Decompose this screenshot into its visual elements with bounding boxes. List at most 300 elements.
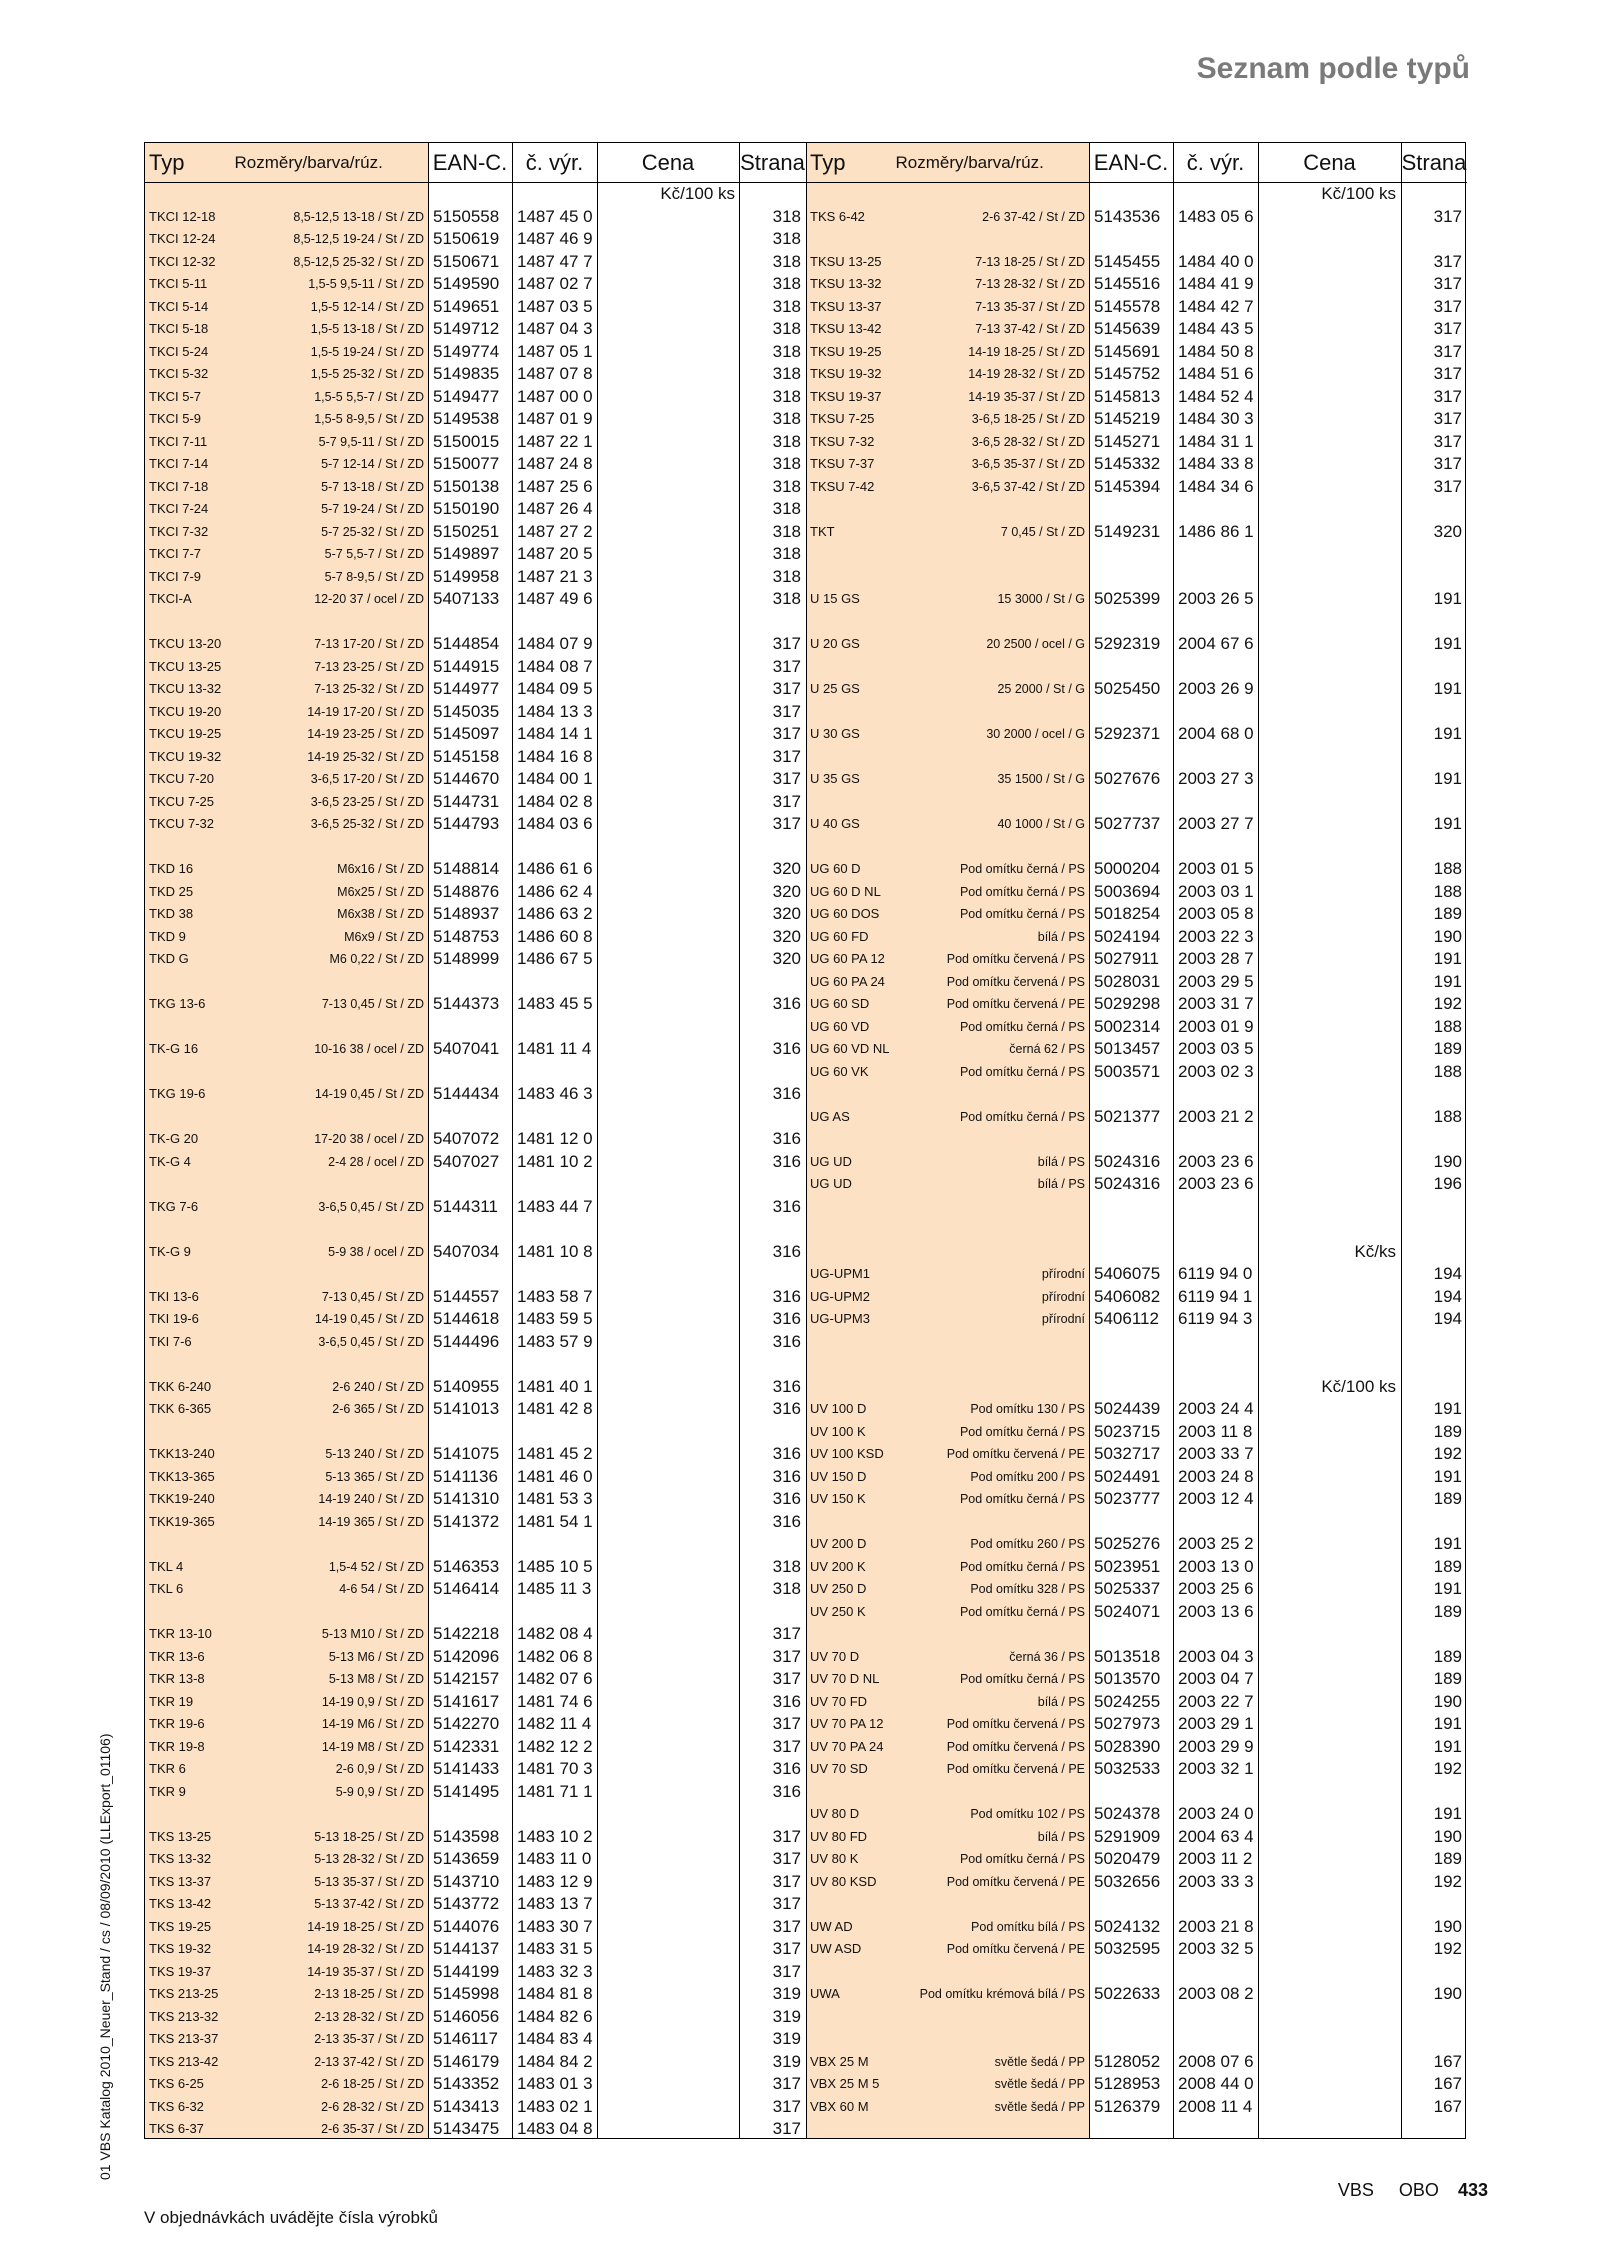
ean-code: 5148814 [433, 859, 500, 878]
ean-code: 5407133 [433, 589, 500, 608]
type-code: TKCU 7-32 [149, 816, 215, 831]
dimensions: Pod omítku červená / PE [946, 1874, 1085, 1889]
type-code: TKCU 7-25 [149, 793, 215, 809]
dimensions: Pod omítku černá / PS [959, 1672, 1085, 1686]
type-code: UV 70 SD [810, 1761, 868, 1776]
page-ref: 188 [1433, 1106, 1462, 1126]
ean-code: 5024316 [1094, 1174, 1161, 1193]
dimensions: Pod omítku černá / PS [959, 884, 1085, 899]
product-number: 2003 29 1 [1178, 1714, 1254, 1733]
table-row [145, 903, 1467, 925]
type-code: TKCU 13-20 [149, 636, 222, 651]
ean-code: 5150619 [433, 229, 500, 248]
page-ref: 189 [1433, 1489, 1462, 1508]
page-ref: 317 [1433, 454, 1462, 473]
product-number: 1484 34 6 [1178, 476, 1254, 496]
dimensions: 2-6 365 / St / ZD [332, 1402, 424, 1416]
type-code: TKK 6-240 [149, 1378, 212, 1394]
ean-code: 5024071 [1094, 1601, 1161, 1621]
product-number: 1487 24 8 [517, 454, 593, 473]
ean-code: 5150138 [433, 476, 500, 496]
product-number: 2003 13 0 [1178, 1556, 1254, 1576]
dimensions: 7-13 28-32 / St / ZD [975, 277, 1085, 291]
ean-code: 5150251 [433, 521, 500, 541]
table-row [145, 948, 1467, 970]
product-number: 2003 28 7 [1178, 949, 1254, 968]
ean-code: 5406075 [1094, 1264, 1161, 1283]
type-code: TKCI-A [149, 591, 192, 606]
product-number: 2003 26 9 [1178, 679, 1254, 698]
dimensions: 5-9 0,9 / St / ZD [335, 1784, 424, 1799]
dimensions: 1,5-4 52 / St / ZD [328, 1559, 424, 1574]
product-number: 1481 10 8 [517, 1241, 593, 1261]
type-code: TKS 13-42 [149, 1896, 212, 1911]
dimensions: 40 1000 / St / G [997, 817, 1085, 831]
table-row [145, 1263, 1467, 1285]
product-number: 6119 94 0 [1178, 1264, 1253, 1283]
dimensions: M6 0,22 / St / ZD [329, 952, 424, 966]
product-number: 1481 12 0 [517, 1129, 593, 1148]
type-code: TKCI 5-9 [149, 411, 202, 426]
ean-code: 5143659 [433, 1849, 500, 1868]
dimensions: 2-6 37-42 / St / ZD [982, 209, 1085, 224]
page-ref: 190 [1433, 926, 1462, 946]
page-ref: 318 [772, 521, 801, 541]
ean-code: 5146414 [433, 1579, 500, 1598]
type-code: TKS 213-32 [149, 2008, 219, 2024]
dimensions: 7-13 23-25 / St / ZD [314, 659, 424, 674]
ean-code: 5145813 [1094, 386, 1161, 406]
product-number: 1484 14 1 [517, 724, 593, 743]
page-ref: 189 [1433, 1646, 1462, 1666]
table-row [145, 1983, 1467, 2005]
page-ref: 191 [1433, 1399, 1462, 1418]
page-ref: 317 [772, 724, 801, 743]
page-ref: 317 [772, 1736, 801, 1756]
page-ref: 316 [772, 1331, 801, 1351]
page-ref: 317 [1433, 409, 1462, 428]
dimensions: Pod omítku černá / PS [959, 907, 1085, 921]
ean-code: 5027676 [1094, 769, 1161, 788]
product-number: 1485 11 3 [517, 1579, 592, 1598]
product-number: 1482 06 8 [517, 1646, 593, 1666]
ean-code: 5149712 [433, 319, 500, 338]
price-unit-row [145, 1376, 1467, 1398]
ean-code: 5150671 [433, 251, 500, 271]
ean-code: 5018254 [1094, 904, 1161, 923]
table-row [145, 543, 1467, 565]
type-code: TK-G 20 [149, 1131, 199, 1146]
page-ref: 167 [1433, 2074, 1462, 2093]
dimensions: 14-19 240 / St / ZD [318, 1492, 424, 1506]
page-ref: 317 [772, 791, 801, 811]
dimensions: bílá / PS [1037, 1177, 1085, 1191]
dimensions: černá 62 / PS [1009, 1042, 1085, 1056]
product-number: 1483 57 9 [517, 1331, 593, 1351]
ean-code: 5003571 [1094, 1061, 1161, 1081]
price-unit-row [145, 1241, 1467, 1263]
product-number: 6119 94 3 [1178, 1309, 1253, 1328]
page-ref: 320 [772, 949, 801, 968]
product-number: 2003 27 3 [1178, 769, 1254, 788]
product-number: 2003 03 1 [1178, 881, 1254, 901]
ean-code: 5142270 [433, 1714, 500, 1733]
page-ref: 318 [772, 206, 801, 226]
dimensions: 14-19 28-32 / St / ZD [968, 367, 1085, 381]
type-code: TKCI 12-32 [149, 253, 216, 269]
type-code: TKD 38 [149, 906, 194, 921]
product-number: 1487 02 7 [517, 274, 593, 293]
page-ref: 190 [1433, 1691, 1462, 1711]
dimensions: 5-7 9,5-11 / St / ZD [318, 434, 424, 449]
dimensions: Pod omítku 200 / PS [970, 1469, 1085, 1484]
type-code: TKCI 5-24 [149, 343, 209, 359]
product-number: 1483 01 3 [517, 2074, 593, 2093]
page-ref: 318 [772, 566, 801, 586]
type-code: TKSU 13-37 [810, 298, 882, 314]
dimensions: 14-19 25-32 / St / ZD [307, 749, 424, 764]
dimensions: 5-9 38 / ocel / ZD [328, 1244, 424, 1259]
ean-code: 5148876 [433, 881, 500, 901]
dimensions: 2-6 18-25 / St / ZD [321, 2077, 424, 2091]
page-ref: 317 [772, 769, 801, 788]
product-number: 1486 60 8 [517, 926, 593, 946]
ean-code: 5148937 [433, 904, 500, 923]
product-number: 1482 11 4 [517, 1714, 592, 1733]
table-row [145, 1151, 1467, 1173]
ean-code: 5406112 [1094, 1309, 1159, 1328]
dimensions: 5-13 M6 / St / ZD [328, 1649, 424, 1664]
dimensions: Pod omítku černá / PS [959, 1064, 1085, 1079]
page-ref: 318 [772, 589, 801, 608]
dimensions: 3-6,5 28-32 / St / ZD [971, 434, 1085, 449]
page-ref: 318 [772, 364, 801, 383]
page-ref: 319 [772, 2006, 801, 2026]
product-number: 1485 10 5 [517, 1556, 593, 1576]
table-row [145, 881, 1467, 903]
dimensions: 14-19 365 / St / ZD [318, 1514, 424, 1529]
header-left-strana: Strana [739, 143, 806, 183]
product-number: 1483 04 8 [517, 2119, 593, 2138]
table-row [145, 2073, 1467, 2095]
dimensions: 5-13 M10 / St / ZD [321, 1627, 424, 1641]
table-row [145, 926, 1467, 948]
product-number: 2004 68 0 [1178, 724, 1254, 743]
page-ref: 318 [772, 1579, 801, 1598]
type-code: UV 80 K [810, 1851, 859, 1866]
page-ref: 318 [772, 1556, 801, 1576]
product-number: 1483 13 7 [517, 1894, 593, 1913]
dimensions: 3-6,5 35-37 / St / ZD [971, 457, 1085, 471]
table-row [145, 521, 1467, 543]
type-code: UG 60 D [810, 861, 861, 876]
type-code: TKCI 5-32 [149, 366, 209, 381]
product-number: 1484 31 1 [1178, 431, 1254, 451]
dimensions: 20 2500 / ocel / G [986, 637, 1085, 651]
page-ref: 317 [1433, 476, 1462, 496]
type-code: UG UD [810, 1176, 852, 1191]
type-code: TKR 13-8 [149, 1671, 205, 1686]
product-number: 1487 00 0 [517, 386, 593, 406]
page-ref: 189 [1433, 1669, 1462, 1688]
table-row [145, 678, 1467, 700]
price-unit-row [145, 183, 1467, 205]
page-ref: 316 [772, 1376, 801, 1396]
product-number: 1486 62 4 [517, 881, 593, 901]
dimensions: Pod omítku černá / PS [959, 1559, 1085, 1574]
dimensions: 7-13 37-42 / St / ZD [975, 322, 1085, 336]
page-ref: 189 [1433, 1421, 1462, 1441]
product-number: 1481 53 3 [517, 1489, 593, 1508]
product-table [144, 142, 1466, 2139]
dimensions: 17-20 38 / ocel / ZD [314, 1132, 424, 1146]
table-row [145, 1196, 1467, 1218]
type-code: TKCI 7-9 [149, 568, 202, 584]
ean-code: 5145097 [433, 724, 500, 743]
ean-code: 5023715 [1094, 1421, 1161, 1441]
dimensions: 7 0,45 / St / ZD [1000, 524, 1085, 539]
product-number: 2003 23 6 [1178, 1174, 1254, 1193]
type-code: TKCI 5-18 [149, 321, 209, 336]
dimensions: 5-7 19-24 / St / ZD [321, 502, 424, 516]
table-row [145, 1961, 1467, 1983]
dimensions: 3-6,5 18-25 / St / ZD [971, 412, 1085, 426]
table-row [145, 633, 1467, 655]
page-ref: 319 [772, 2029, 801, 2048]
type-code: TKR 19-6 [149, 1716, 205, 1731]
page-ref: 316 [772, 1151, 801, 1171]
product-number: 2003 04 3 [1178, 1646, 1254, 1666]
dimensions: Pod omítku červená / PE [946, 1942, 1085, 1956]
type-code: TKCI 7-18 [149, 478, 209, 494]
type-code: UW AD [810, 1918, 853, 1934]
ean-code: 5023951 [1094, 1556, 1161, 1576]
page-ref: 191 [1433, 769, 1462, 788]
product-number: 2008 11 4 [1178, 2096, 1253, 2116]
type-code: UV 70 D [810, 1648, 860, 1664]
page-ref: 317 [1433, 296, 1462, 316]
product-number: 2003 22 7 [1178, 1691, 1254, 1711]
type-code: TKD 16 [149, 861, 194, 876]
ean-code: 5128953 [1094, 2074, 1161, 2093]
ean-code: 5145998 [433, 1984, 500, 2003]
type-code: U 35 GS [810, 771, 860, 786]
page-ref: 190 [1433, 1916, 1462, 1936]
page-ref: 318 [772, 544, 801, 563]
header-right-vyr: č. výr. [1173, 143, 1258, 183]
dimensions: Pod omítku černá / PS [959, 1492, 1085, 1506]
page-ref: 318 [772, 296, 801, 316]
type-code: TKS 6-25 [149, 2076, 204, 2091]
brand-vbs: VBS [1337, 2180, 1374, 2200]
product-number: 2003 25 6 [1178, 1579, 1254, 1598]
ean-code: 5142157 [433, 1669, 500, 1688]
type-code: TKCU 19-20 [149, 703, 222, 719]
page-ref: 191 [1433, 1736, 1462, 1756]
type-code: UG 60 FD [810, 928, 869, 944]
dimensions: Pod omítku černá / PS [959, 862, 1085, 876]
type-code: U 20 GS [810, 636, 860, 651]
dimensions: 7-13 0,45 / St / ZD [321, 1289, 424, 1304]
page-ref: 319 [772, 2051, 801, 2071]
ean-code: 5150015 [433, 431, 500, 451]
type-code: UV 70 FD [810, 1693, 868, 1709]
product-number: 1483 46 3 [517, 1084, 593, 1103]
product-number: 1483 30 7 [517, 1916, 593, 1936]
product-number: 1486 86 1 [1178, 521, 1254, 541]
ean-code: 5024255 [1094, 1691, 1161, 1711]
type-code: UV 200 K [810, 1558, 866, 1574]
table-row [145, 318, 1467, 340]
dimensions: 7-13 25-32 / St / ZD [314, 682, 424, 696]
product-number: 1487 01 9 [517, 409, 593, 428]
page-ref: 318 [772, 229, 801, 248]
dimensions: 5-13 18-25 / St / ZD [314, 1829, 424, 1844]
product-number: 2003 29 5 [1178, 971, 1254, 991]
type-code: TKG 13-6 [149, 996, 206, 1011]
product-number: 2003 01 5 [1178, 859, 1254, 878]
ean-code: 5143710 [433, 1871, 500, 1891]
table-row [145, 476, 1467, 498]
product-number: 1487 49 6 [517, 589, 593, 608]
product-number: 2003 21 8 [1178, 1916, 1254, 1936]
type-code: TKSU 13-25 [810, 253, 882, 269]
dimensions: M6x9 / St / ZD [344, 929, 424, 944]
page-ref: 188 [1433, 881, 1462, 901]
product-number: 1483 10 2 [517, 1826, 593, 1846]
type-code: U 15 GS [810, 591, 860, 606]
page-ref: 316 [772, 1039, 801, 1058]
ean-code: 5141495 [433, 1781, 500, 1801]
table-row [145, 1826, 1467, 1848]
dimensions: 8,5-12,5 13-18 / St / ZD [293, 209, 424, 224]
page-ref: 188 [1433, 1016, 1462, 1036]
dimensions: 15 3000 / St / G [997, 592, 1085, 606]
type-code: TKK13-240 [149, 1446, 215, 1461]
product-number: 1484 09 5 [517, 679, 593, 698]
page-ref: 191 [1433, 814, 1462, 833]
ean-code: 5022633 [1094, 1984, 1161, 2003]
ean-code: 5028390 [1094, 1736, 1161, 1756]
table-row [145, 1331, 1467, 1353]
dimensions: Pod omítku červená / PS [946, 952, 1085, 966]
table-row [145, 2096, 1467, 2118]
type-code: UG 60 DOS [810, 906, 880, 921]
page-ref: 192 [1433, 1871, 1462, 1891]
page-ref: 191 [1433, 1714, 1462, 1733]
dimensions: 14-19 18-25 / St / ZD [307, 1919, 424, 1934]
type-code: UV 80 KSD [810, 1873, 877, 1889]
page-ref: 191 [1433, 949, 1462, 968]
page-ref: 317 [1433, 341, 1462, 361]
product-number: 2003 24 8 [1178, 1466, 1254, 1486]
page-ref: 317 [1433, 319, 1462, 338]
table-row [145, 1781, 1467, 1803]
product-number: 1484 42 7 [1178, 296, 1254, 316]
ean-code: 5145752 [1094, 364, 1161, 383]
ean-code: 5144731 [433, 791, 500, 811]
ean-code: 5407072 [433, 1129, 500, 1148]
ean-code: 5149538 [433, 409, 500, 428]
type-code: TKCU 13-32 [149, 681, 222, 696]
side-catalog-note: 01 VBS Katalog 2010_Neuer_Stand / cs / 08/09/2010 (LLExport_01106) [97, 1733, 113, 2180]
ean-code: 5149477 [433, 386, 500, 406]
table-row [145, 701, 1467, 723]
ean-code: 5128052 [1094, 2051, 1161, 2071]
product-number: 2003 31 7 [1178, 994, 1254, 1013]
type-code: UG 60 VD NL [810, 1041, 890, 1056]
type-code: TKCI 12-18 [149, 208, 216, 224]
type-code: TK-G 4 [149, 1153, 191, 1169]
product-number: 2003 08 2 [1178, 1984, 1254, 2003]
ean-code: 5013570 [1094, 1669, 1161, 1688]
ean-code: 5145691 [1094, 341, 1161, 361]
product-number: 1484 50 8 [1178, 341, 1254, 361]
type-code: TKI 13-6 [149, 1288, 199, 1304]
type-code: TKCI 7-7 [149, 546, 202, 561]
page-ref: 191 [1433, 679, 1462, 698]
ean-code: 5407041 [433, 1039, 500, 1058]
product-number: 1484 81 8 [517, 1984, 593, 2003]
page-ref: 317 [772, 656, 801, 676]
page-ref: 189 [1433, 1601, 1462, 1621]
dimensions: 1,5-5 5,5-7 / St / ZD [314, 389, 424, 404]
type-code: TKR 9 [149, 1783, 186, 1799]
dimensions: 5-13 240 / St / ZD [325, 1447, 424, 1461]
price-unit-label: Kč/ks [1354, 1241, 1396, 1261]
page-ref: 317 [1433, 364, 1462, 383]
page-ref: 316 [772, 1241, 801, 1261]
table-row [145, 1173, 1467, 1195]
type-code: TKCI 5-14 [149, 298, 209, 314]
dimensions: 1,5-5 9,5-11 / St / ZD [308, 277, 424, 291]
ean-code: 5146117 [433, 2029, 498, 2048]
ean-code: 5024439 [1094, 1399, 1161, 1418]
page-ref: 317 [772, 1714, 801, 1733]
type-code: TKD 25 [149, 883, 194, 899]
dimensions: 2-6 0,9 / St / ZD [335, 1762, 424, 1776]
type-code: TKG 7-6 [149, 1198, 199, 1214]
page-ref: 316 [772, 1781, 801, 1801]
ean-code: 5148999 [433, 949, 500, 968]
page-ref: 192 [1433, 1444, 1462, 1463]
dimensions: 5-7 25-32 / St / ZD [321, 524, 424, 539]
type-code: TKSU 7-37 [810, 456, 875, 471]
product-number: 2003 11 2 [1178, 1849, 1253, 1868]
type-code: TKK13-365 [149, 1468, 215, 1484]
product-number: 1484 03 6 [517, 814, 593, 833]
page-ref: 191 [1433, 589, 1462, 608]
dimensions: 7-13 17-20 / St / ZD [314, 637, 424, 651]
dimensions: Pod omítku černá / PS [959, 1109, 1085, 1124]
ean-code: 5024491 [1094, 1466, 1161, 1486]
dimensions: 5-13 35-37 / St / ZD [314, 1874, 424, 1889]
product-number: 2003 13 6 [1178, 1601, 1254, 1621]
product-number: 2003 12 4 [1178, 1489, 1254, 1508]
type-code: UV 200 D [810, 1536, 867, 1551]
product-number: 1487 22 1 [517, 431, 593, 451]
page-ref: 316 [772, 1309, 801, 1328]
product-number: 2003 29 9 [1178, 1736, 1254, 1756]
dimensions: 14-19 28-32 / St / ZD [307, 1942, 424, 1956]
product-number: 2003 33 7 [1178, 1444, 1254, 1463]
ean-code: 5146179 [433, 2051, 500, 2071]
dimensions: Pod omítku krémová bílá / PS [919, 1987, 1085, 2001]
ean-code: 5025450 [1094, 679, 1161, 698]
type-code: TKS 6-42 [810, 208, 865, 224]
dimensions: 3-6,5 23-25 / St / ZD [310, 794, 424, 809]
type-code: TKD G [149, 951, 189, 966]
